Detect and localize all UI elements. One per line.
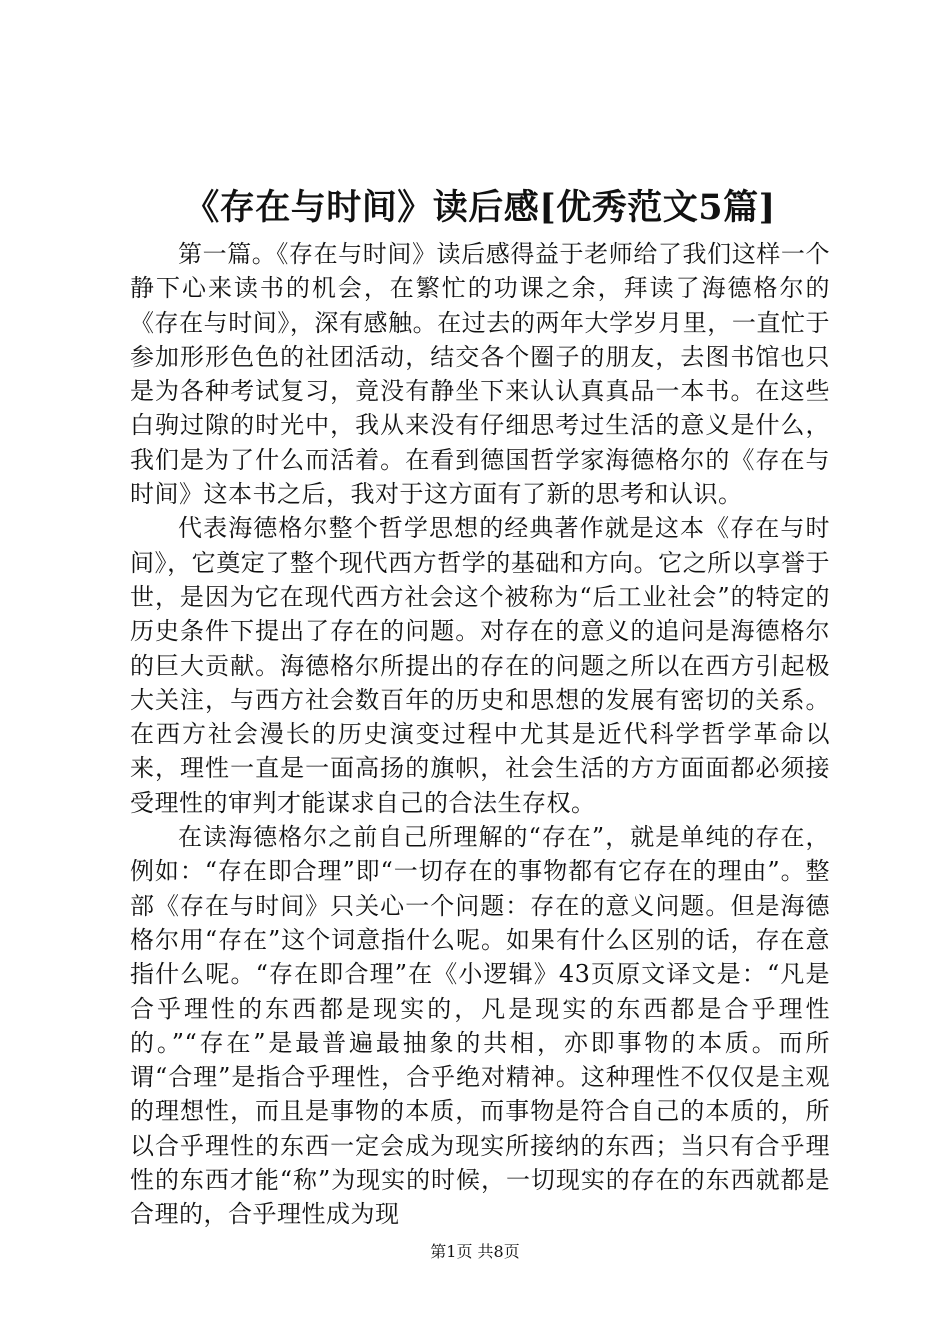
- paragraph: 代表海德格尔整个哲学思想的经典著作就是这本《存在与时间》，它奠定了整个现代西方哲学的基础和方向。它之所以享誉于世，是因为它在现代西方社会这个被称为“后工业社会”的特定的历史条件下提出了存在的问题。对存在的意义的追问是海德格尔的巨大贡献。海德格尔所提出的存在的问题之所以在西方引起极大关注，与西方社会数百年的历史和思想的发展有密切的关系。在西方社会漫长的历史演变过程中尤其是近代科学哲学革命以来，理性一直是一面高扬的旗帜，社会生活的方方面面都必须接受理性的审判才能谋求自己的合法生存权。: [130, 514, 830, 817]
- document-body: [130, 237, 830, 1232]
- page-footer: 第1页 共8页: [430, 1242, 520, 1261]
- paragraph: 在读海德格尔之前自己所理解的“存在”，就是单纯的存在，例如：“存在即合理”即“一切存在的事物都有它存在的理由”。整部《存在与时间》只关心一个问题：存在的意义问题。但是海德格尔用“存在”这个词意指什么呢。如果有什么区别的话，存在意指什么呢。“存在即合理”在《小逻辑》43页原文译文是：“凡是合乎理性的东西都是现实的，凡是现实的东西都是合乎理性的。”“存在”是最普遍最抽象的共相，亦即事物的本质。而所谓“合理”是指合乎理性，合乎绝对精神。这种理性不仅仅是主观的理想性，而且是事物的本质，而事物是符合自己的本质的，所以合乎理性的东西一定会成为现实所接纳的东西；当只有合乎理性的东西才能“称”为现实的时候，一切现实的存在的东西就都是合理的，合乎理性成为现: [130, 823, 830, 1229]
- document-title: 《存在与时间》读后感[优秀范文5篇]: [184, 187, 776, 228]
- paragraph: 第一篇。《存在与时间》读后感得益于老师给了我们这样一个静下心来读书的机会，在繁忙的功课之余，拜读了海德格尔的《存在与时间》，深有感触。在过去的两年大学岁月里，一直忙于参加形形色色的社团活动，结交各个圈子的朋友，去图书馆也只是为各种考试复习，竟没有静坐下来认认真真品一本书。在这些白驹过隙的时光中，我从来没有仔细思考过生活的意义是什么，我们是为了什么而活着。在看到德国哲学家海德格尔的《存在与时间》这本书之后，我对于这方面有了新的思考和认识。: [130, 240, 830, 509]
